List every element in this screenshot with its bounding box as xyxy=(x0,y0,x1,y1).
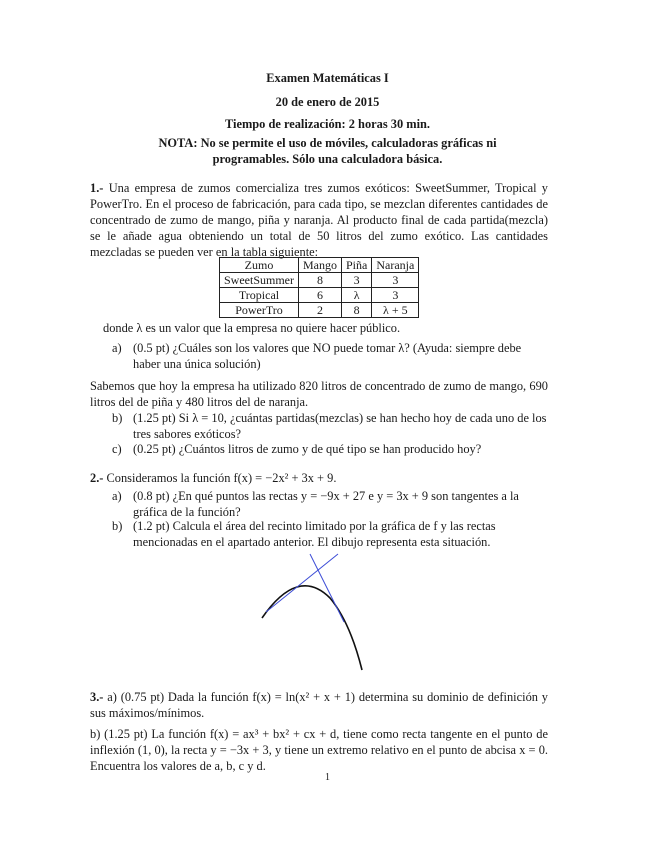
q2-number: 2.- xyxy=(90,471,104,485)
exam-date: 20 de enero de 2015 xyxy=(275,95,380,109)
th-pina: Piña xyxy=(342,258,372,273)
q1-a-text: (0.5 pt) ¿Cuáles son los valores que NO puede tomar λ? (Ayuda: siempre debe haber una única solución) xyxy=(133,341,522,371)
th-zumo: Zumo xyxy=(220,258,299,273)
q1-middle: Sabemos que hoy la empresa ha utilizado 820 litros de concentrado de zumo de mango, 690 litros del de piña y 480 litros del de naranja. xyxy=(90,379,548,409)
cell: 6 xyxy=(299,288,342,303)
parabola-figure xyxy=(250,552,370,677)
cell: 2 xyxy=(299,303,342,318)
q3-a-text: a) (0.75 pt) Dada la función f(x) = ln(x² + x + 1) determina su dominio de definición y sus máximos/mínimos. xyxy=(90,690,548,720)
juice-table-header xyxy=(220,258,419,273)
cell: 8 xyxy=(342,303,372,318)
q1-c-text: (0.25 pt) ¿Cuántos litros de zumo y de qué tipo se han producido hoy? xyxy=(133,442,482,456)
q1-a-label: a) xyxy=(112,341,122,355)
th-mango: Mango xyxy=(299,258,342,273)
cell: 3 xyxy=(342,273,372,288)
exam-note-line2: programables. Sólo una calculadora básica. xyxy=(212,152,443,166)
th-naranja: Naranja xyxy=(372,258,419,273)
exam-title: Examen Matemáticas I xyxy=(266,71,389,85)
q1-b-label: b) xyxy=(112,411,123,425)
cell: 8 xyxy=(299,273,342,288)
q3-part-b: b) (1.25 pt) La función f(x) = ax³ + bx² + cx + d, tiene como recta tangente en el punto de inflexión (1, 0), la recta y = −3x + 3, y tiene un extremo relativo en el punto de abcisa x = 0. Encuentra los valores de a, b, c y d. xyxy=(90,727,548,773)
cell: λ + 5 xyxy=(372,303,419,318)
q1-after-table: donde λ es un valor que la empresa no quiere hacer público. xyxy=(103,321,401,335)
q3-part-a xyxy=(90,689,548,721)
q1-intro-text: Una empresa de zumos comercializa tres zumos exóticos: SweetSummer, Tropical y PowerTro. En el proceso de fabricación, para cada tipo, se mezclan diferentes cantidades de concentrado de zumo de mango, piña y naranja. Al producto final de cada partida(mezcla) se le añade agua obteniendo un total de 50 litros del zumo exótico. Las cantidades mezcladas se pueden ver en la tabla siguiente: xyxy=(90,181,548,259)
q2-b-label: b) xyxy=(112,519,123,533)
q2-a-text: (0.8 pt) ¿En qué puntos las rectas y = −9x + 27 e y = 3x + 9 son tangentes a la gráfica de la función? xyxy=(133,489,519,519)
page-number: 1 xyxy=(325,772,330,783)
q1-number: 1.- xyxy=(90,181,104,195)
q2-a-label: a) xyxy=(112,489,122,503)
cell: PowerTro xyxy=(220,303,299,318)
cell: λ xyxy=(342,288,372,303)
exam-duration: Tiempo de realización: 2 horas 30 min. xyxy=(224,117,430,131)
table-row xyxy=(220,303,419,318)
q1-b-text: (1.25 pt) Si λ = 10, ¿cuántas partidas(mezclas) se han hecho hoy de cada uno de los tres sabores exóticos? xyxy=(133,411,547,441)
table-row xyxy=(220,273,419,288)
q1-c-label: c) xyxy=(112,442,122,456)
cell: 3 xyxy=(372,288,419,303)
cell: 3 xyxy=(372,273,419,288)
exam-note-line1: NOTA: No se permite el uso de móviles, calculadoras gráficas ni xyxy=(158,136,497,150)
q1-intro xyxy=(90,180,548,260)
q2-intro-text: Consideramos la función f(x) = −2x² + 3x + 9. xyxy=(106,471,337,485)
q3-number: 3.- xyxy=(90,690,104,704)
table-row xyxy=(220,288,419,303)
cell: Tropical xyxy=(220,288,299,303)
tangent-line-left xyxy=(266,554,338,612)
cell: SweetSummer xyxy=(220,273,299,288)
parabola-curve xyxy=(262,586,362,670)
q2-b-text: (1.2 pt) Calcula el área del recinto limitado por la gráfica de f y las rectas mencionadas en el apartado anterior. El dibujo representa esta situación. xyxy=(133,519,496,549)
juice-table xyxy=(219,257,419,318)
q2-intro xyxy=(90,470,548,486)
